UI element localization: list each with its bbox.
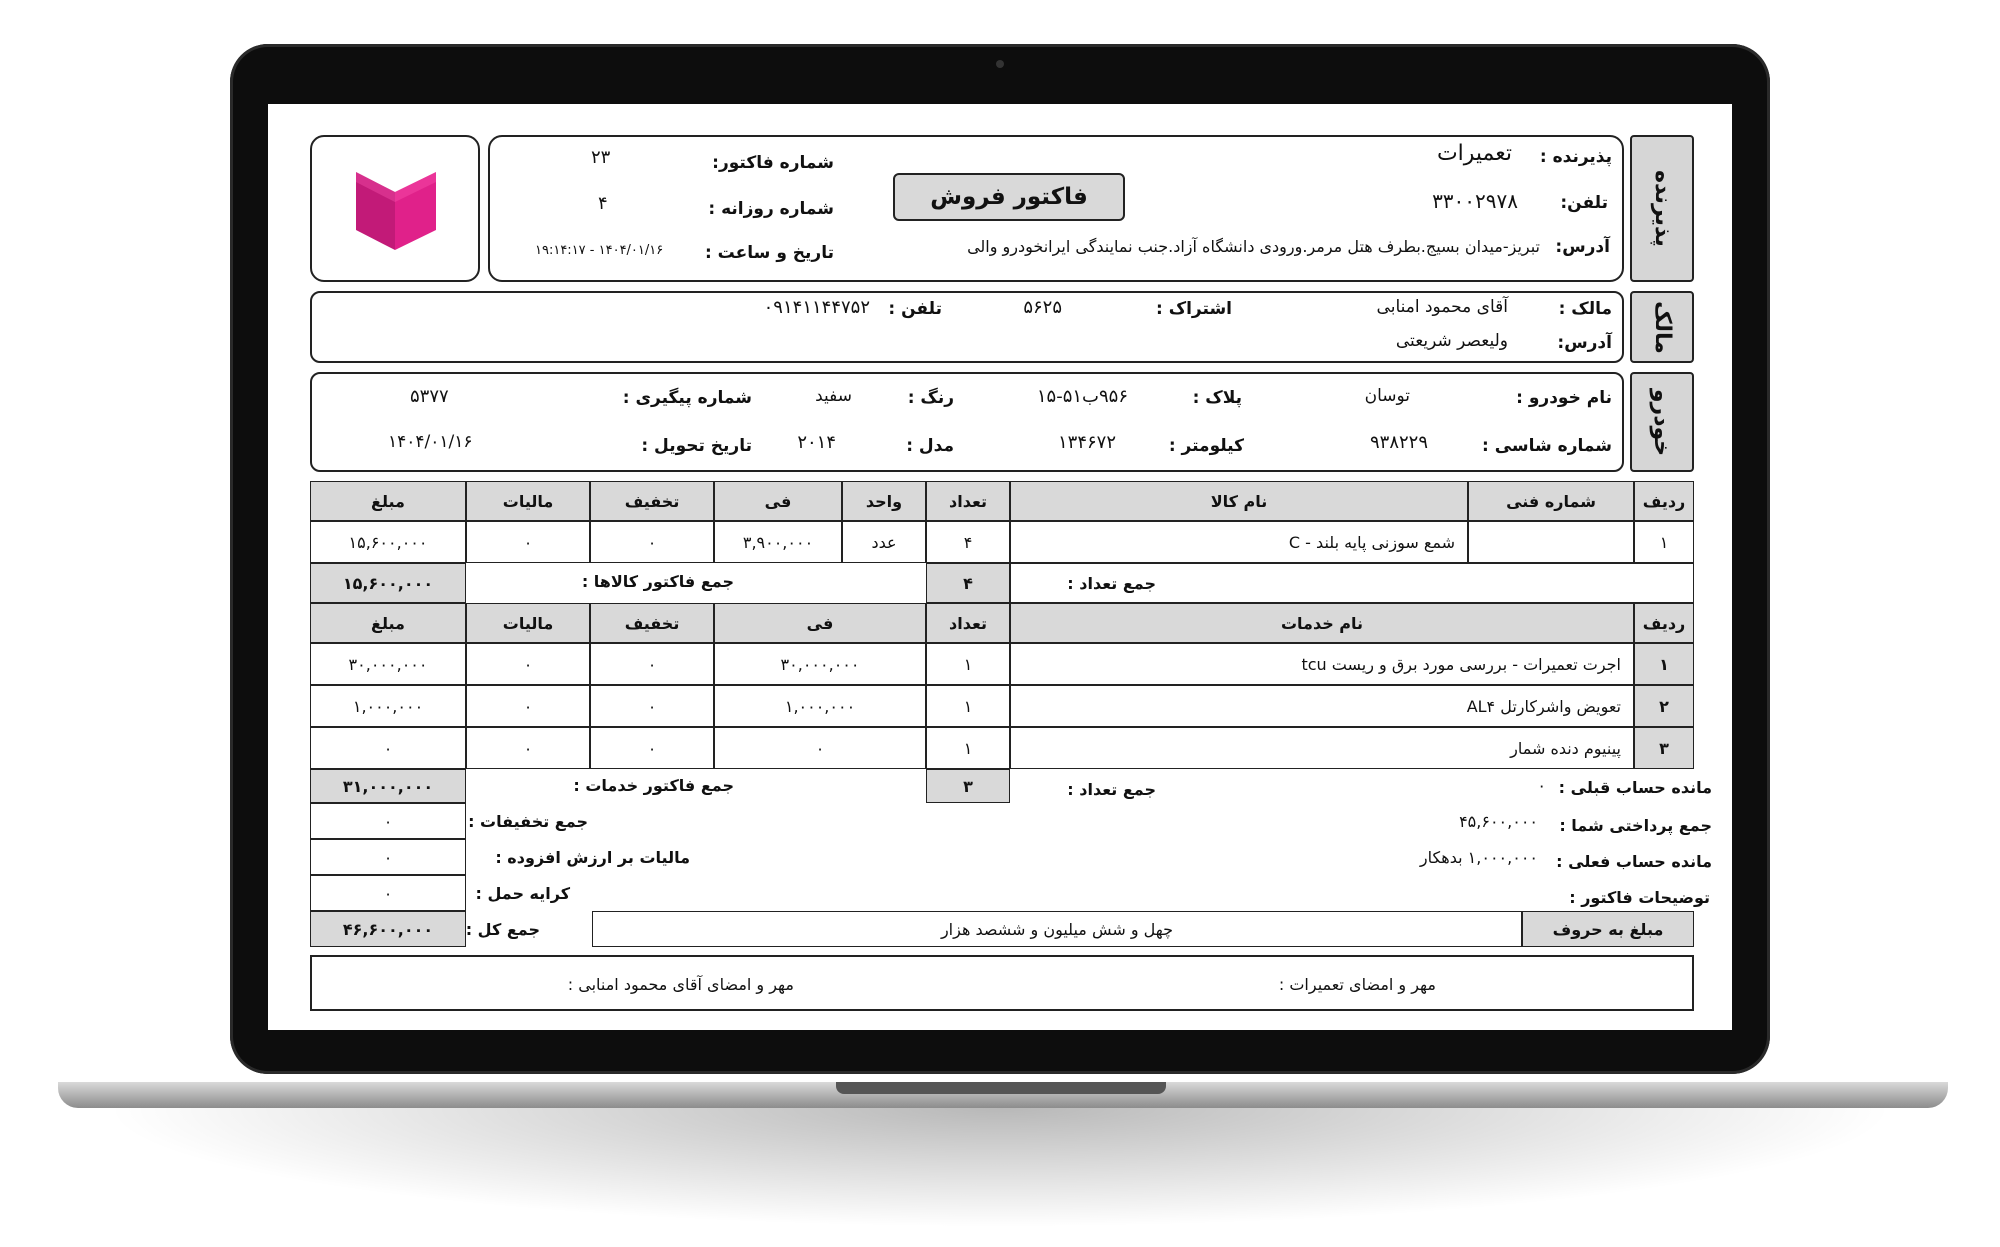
receiver-box bbox=[488, 135, 1624, 282]
freight-value: ۰ bbox=[310, 875, 466, 911]
current-balance-value: ۱,۰۰۰,۰۰۰ بدهکار bbox=[1419, 848, 1538, 867]
subscription-value: ۵۶۲۵ bbox=[1023, 297, 1062, 318]
services-cell-name: اجرت تعمیرات - بررسی مورد برق و ریست tcu bbox=[1010, 643, 1634, 685]
services-cell-discount: ۰ bbox=[590, 727, 714, 769]
goods-header-discount: تخفیف bbox=[590, 481, 714, 521]
services-total-qty-label: جمع تعداد : bbox=[1067, 780, 1156, 799]
payable-label: جمع پرداختی شما : bbox=[1559, 816, 1712, 835]
vat-value: ۰ bbox=[310, 839, 466, 875]
discounts-label: جمع تخفیفات : bbox=[468, 812, 588, 831]
goods-cell-price: ۳,۹۰۰,۰۰۰ bbox=[714, 521, 842, 563]
services-cell-discount: ۰ bbox=[590, 643, 714, 685]
amount-in-words-label: مبلغ به حروف bbox=[1522, 911, 1694, 947]
services-header-price: فی bbox=[714, 603, 926, 643]
services-header-qty: تعداد bbox=[926, 603, 1010, 643]
services-cell-tax: ۰ bbox=[466, 727, 590, 769]
color-label: رنگ : bbox=[907, 388, 954, 408]
services-cell-price: ۱,۰۰۰,۰۰۰ bbox=[714, 685, 926, 727]
owner-phone-label: تلفن : bbox=[888, 299, 942, 319]
services-cell-discount: ۰ bbox=[590, 685, 714, 727]
current-balance-label: مانده حساب فعلی : bbox=[1556, 852, 1712, 871]
goods-total-label: جمع فاکتور کالاها : bbox=[581, 572, 734, 591]
goods-cell-discount: ۰ bbox=[590, 521, 714, 563]
services-cell-name: پینیوم دنده شمار bbox=[1010, 727, 1634, 769]
services-cell-row: ۳ bbox=[1634, 727, 1694, 769]
signature-box bbox=[310, 955, 1694, 1011]
book-logo-icon bbox=[350, 166, 440, 252]
payable-value: ۴۵,۶۰۰,۰۰۰ bbox=[1459, 812, 1538, 831]
datetime-label: تاریخ و ساعت : bbox=[704, 243, 834, 263]
services-header-amount: مبلغ bbox=[310, 603, 466, 643]
services-cell-amount: ۰ bbox=[310, 727, 466, 769]
prev-balance-label: مانده حساب قبلی : bbox=[1558, 778, 1712, 797]
owner-value: آقای محمود امنابی bbox=[1376, 297, 1508, 317]
services-cell-price: ۰ bbox=[714, 727, 926, 769]
km-value: ۱۳۴۶۷۲ bbox=[1057, 432, 1116, 453]
services-cell-qty: ۱ bbox=[926, 685, 1010, 727]
goods-header-tax: مالیات bbox=[466, 481, 590, 521]
owner-box bbox=[310, 291, 1624, 363]
side-label-receiver: پذیرنده bbox=[1630, 135, 1694, 282]
daily-no-value: ۴ bbox=[598, 193, 608, 214]
owner-phone-value: ۰۹۱۴۱۱۴۴۷۵۲ bbox=[763, 297, 870, 318]
plate-value: ۹۵۶ب۵۱-۱۵ bbox=[1036, 386, 1128, 407]
receiver-phone-value: ۳۳۰۰۲۹۷۸ bbox=[1432, 189, 1518, 213]
services-cell-name: تعویض واشرکارتل AL۴ bbox=[1010, 685, 1634, 727]
delivery-label: تاریخ تحویل : bbox=[641, 436, 752, 456]
laptop-screen bbox=[268, 104, 1732, 1030]
goods-header-qty: تعداد bbox=[926, 481, 1010, 521]
grand-total-value: ۴۶,۶۰۰,۰۰۰ bbox=[310, 911, 466, 947]
laptop-notch bbox=[836, 1082, 1166, 1094]
invoice-no-label: شماره فاکتور: bbox=[712, 153, 834, 173]
car-box bbox=[310, 372, 1624, 472]
receiver-value: تعمیرات bbox=[1436, 141, 1512, 166]
car-name-label: نام خودرو : bbox=[1516, 388, 1612, 408]
receiver-label: پذیرنده : bbox=[1539, 147, 1612, 167]
invoice-title: فاکتور فروش bbox=[893, 173, 1125, 221]
logo-box bbox=[310, 135, 480, 282]
goods-header-code: شماره فنی bbox=[1468, 481, 1634, 521]
goods-header-amount: مبلغ bbox=[310, 481, 466, 521]
goods-total-qty-value: ۴ bbox=[926, 563, 1010, 603]
goods-header-name: نام کالا bbox=[1010, 481, 1468, 521]
vat-label: مالیات بر ارزش افزوده : bbox=[495, 848, 690, 867]
owner-address-value: ولیعصر شریعتی bbox=[1395, 331, 1508, 351]
owner-label: مالک : bbox=[1558, 299, 1612, 319]
invoice-no-value: ۲۳ bbox=[591, 147, 611, 168]
services-header-discount: تخفیف bbox=[590, 603, 714, 643]
laptop-shadow bbox=[100, 1108, 1900, 1228]
grand-total-label: جمع کل : bbox=[465, 920, 540, 939]
owner-address-label: آدرس: bbox=[1557, 333, 1612, 353]
services-cell-amount: ۳۰,۰۰۰,۰۰۰ bbox=[310, 643, 466, 685]
services-header-tax: مالیات bbox=[466, 603, 590, 643]
services-cell-price: ۳۰,۰۰۰,۰۰۰ bbox=[714, 643, 926, 685]
services-cell-tax: ۰ bbox=[466, 685, 590, 727]
services-header-name: نام خدمات bbox=[1010, 603, 1634, 643]
goods-header-row: ردیف bbox=[1634, 481, 1694, 521]
services-cell-tax: ۰ bbox=[466, 643, 590, 685]
chassis-value: ۹۳۸۲۲۹ bbox=[1369, 432, 1428, 453]
model-value: ۲۰۱۴ bbox=[797, 432, 836, 453]
services-header-row: ردیف bbox=[1634, 603, 1694, 643]
goods-cell-qty: ۴ bbox=[926, 521, 1010, 563]
goods-cell-name: شمع سوزنی پایه بلند - C bbox=[1010, 521, 1468, 563]
receiver-address-value: تبریز-میدان بسیج.بطرف هتل مرمر.ورودی دانشگاه آزاد.جنب نمایندگی ایرانخودرو والی bbox=[967, 237, 1540, 256]
goods-cell-code bbox=[1468, 521, 1634, 563]
goods-total-value: ۱۵,۶۰۰,۰۰۰ bbox=[310, 563, 466, 603]
services-total-qty-value: ۳ bbox=[926, 769, 1010, 803]
color-value: سفید bbox=[815, 386, 852, 406]
prev-balance-value: ۰ bbox=[1537, 776, 1546, 795]
plate-label: پلاک : bbox=[1192, 388, 1242, 408]
camera bbox=[996, 60, 1004, 68]
services-cell-row: ۲ bbox=[1634, 685, 1694, 727]
chassis-label: شماره شاسی : bbox=[1482, 436, 1612, 456]
km-label: کیلومتر : bbox=[1168, 436, 1244, 456]
goods-header-price: فی bbox=[714, 481, 842, 521]
services-cell-amount: ۱,۰۰۰,۰۰۰ bbox=[310, 685, 466, 727]
goods-header-unit: واحد bbox=[842, 481, 926, 521]
services-cell-qty: ۱ bbox=[926, 727, 1010, 769]
services-cell-row: ۱ bbox=[1634, 643, 1694, 685]
customer-signature-label: مهر و امضای آقای محمود امنابی : bbox=[567, 975, 794, 994]
datetime-value: ۱۴۰۴/۰۱/۱۶ - ۱۹:۱۴:۱۷ bbox=[535, 243, 664, 258]
receiver-phone-label: تلفن: bbox=[1560, 193, 1608, 213]
shop-signature-label: مهر و امضای تعمیرات : bbox=[1278, 975, 1436, 994]
side-label-car: خودرو bbox=[1630, 372, 1694, 472]
side-label-owner: مالک bbox=[1630, 291, 1694, 363]
receiver-address-label: آدرس: bbox=[1555, 237, 1610, 257]
goods-cell-row: ۱ bbox=[1634, 521, 1694, 563]
goods-cell-unit: عدد bbox=[842, 521, 926, 563]
goods-cell-amount: ۱۵,۶۰۰,۰۰۰ bbox=[310, 521, 466, 563]
discounts-value: ۰ bbox=[310, 803, 466, 839]
invoice bbox=[268, 104, 1732, 1030]
freight-label: کرایه حمل : bbox=[475, 884, 570, 903]
goods-total-qty-label: جمع تعداد : bbox=[1067, 574, 1156, 593]
car-name-value: توسان bbox=[1364, 386, 1410, 406]
subscription-label: اشتراک : bbox=[1155, 299, 1232, 319]
goods-cell-tax: ۰ bbox=[466, 521, 590, 563]
services-total-label: جمع فاکتور خدمات : bbox=[573, 776, 734, 795]
daily-no-label: شماره روزانه : bbox=[708, 199, 834, 219]
amount-in-words-value: چهل و شش میلیون و ششصد هزار bbox=[592, 911, 1522, 947]
model-label: مدل : bbox=[906, 436, 954, 456]
tracking-label: شماره پیگیری : bbox=[622, 388, 752, 408]
delivery-value: ۱۴۰۴/۰۱/۱۶ bbox=[388, 432, 473, 452]
tracking-value: ۵۳۷۷ bbox=[410, 386, 449, 407]
services-total-value: ۳۱,۰۰۰,۰۰۰ bbox=[310, 769, 466, 803]
services-cell-qty: ۱ bbox=[926, 643, 1010, 685]
notes-label: توضیحات فاکتور : bbox=[1569, 888, 1710, 907]
